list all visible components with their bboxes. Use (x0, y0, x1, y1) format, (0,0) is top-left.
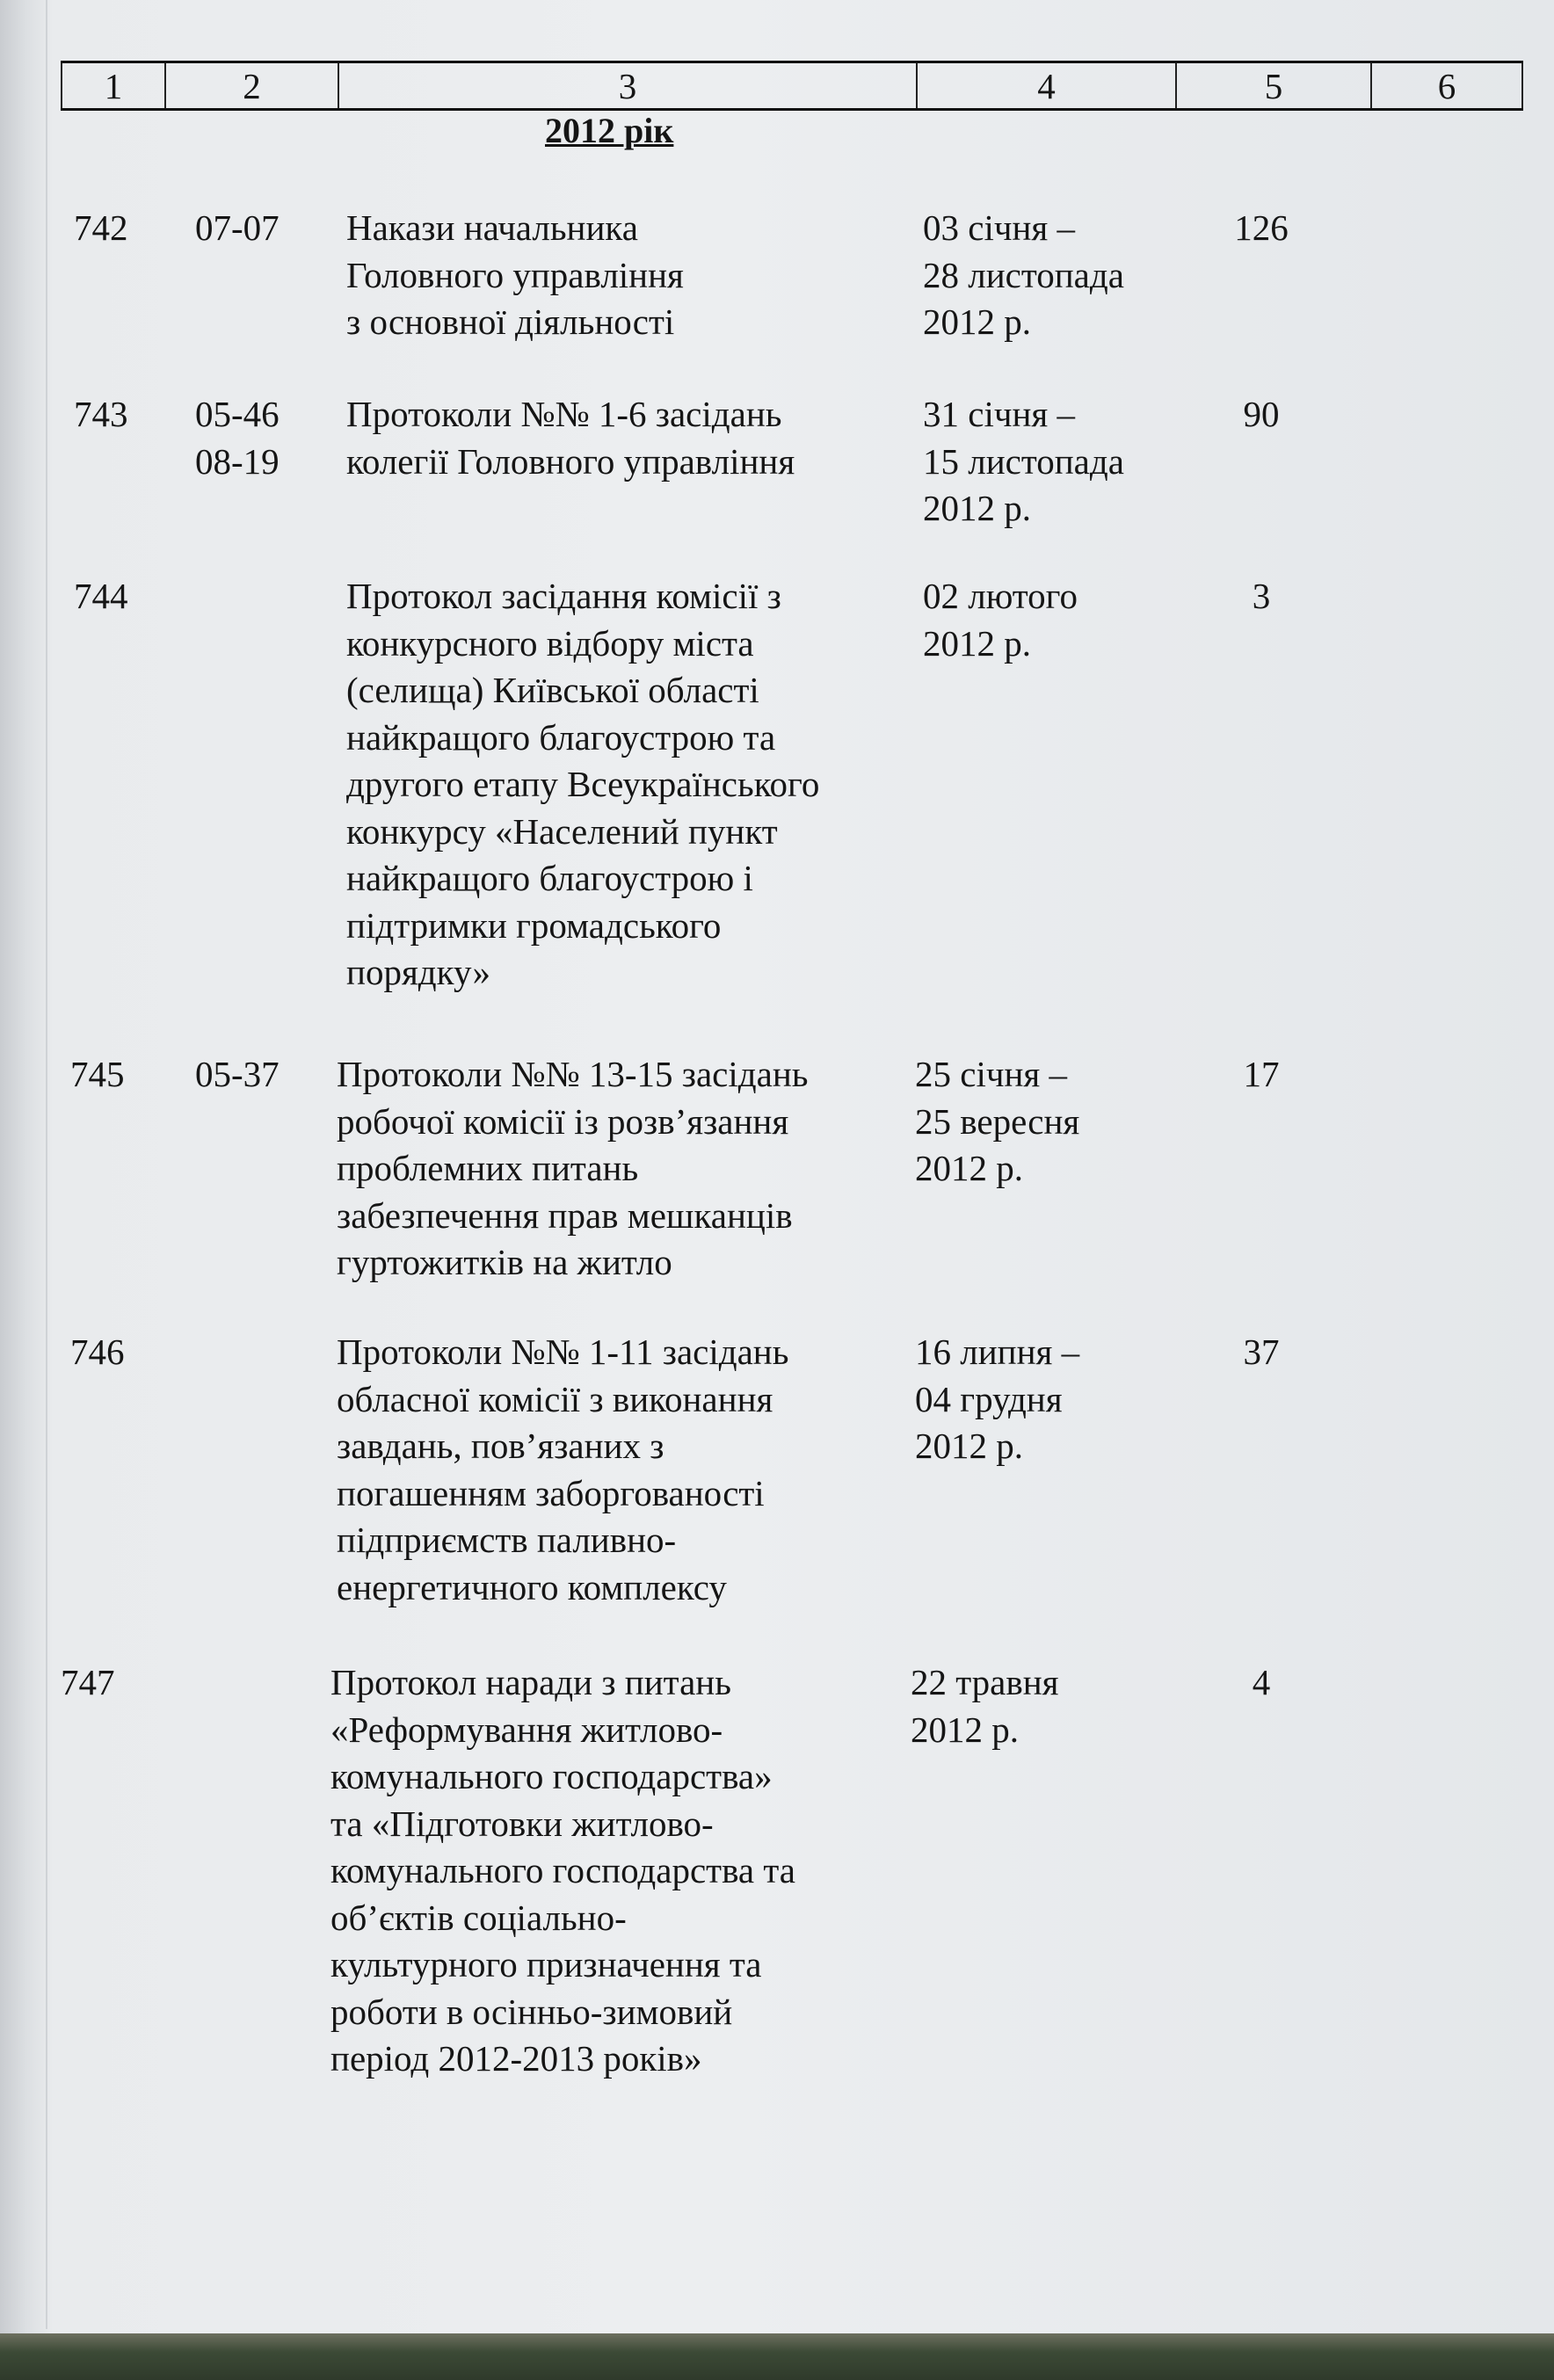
header-col-4: 4 (917, 62, 1176, 110)
record-sheet-count: 126 (1234, 207, 1289, 248)
record-date-line: 2012 р. (915, 1148, 1023, 1188)
record-code: 05-37 (195, 1054, 280, 1094)
record-title-line: комунального господарства» (330, 1756, 773, 1796)
record-date-line: 03 січня – (923, 207, 1076, 248)
record-number: 746 (70, 1331, 125, 1372)
record-sheet-count: 4 (1252, 1662, 1271, 1702)
record-code: 07-07 (195, 207, 280, 248)
record-date-line: 2012 р. (911, 1709, 1019, 1750)
record-date-line: 31 січня – (923, 394, 1076, 434)
record-title-line: підприємств паливно- (337, 1520, 677, 1560)
record-title (337, 1051, 899, 1287)
record-date-line: 2012 р. (923, 488, 1031, 528)
record-title (346, 573, 909, 997)
record-dates (915, 1051, 1170, 1193)
record-title (346, 205, 909, 346)
record-date-line: 04 грудня (915, 1378, 1063, 1419)
section-title: 2012 рік (545, 111, 674, 150)
record-date-line: 16 липня – (915, 1331, 1080, 1372)
record-date-line: 15 листопада (923, 440, 1124, 482)
record-title-line: колегії Головного управління (346, 440, 795, 482)
record-sheet-count: 37 (1243, 1331, 1280, 1372)
record-title-line: Протоколи №№ 13-15 засідань (337, 1054, 809, 1094)
record-date-line: 22 травня (911, 1662, 1059, 1702)
record-title-line: період 2012-2013 років» (330, 2038, 702, 2079)
record-date-line: 02 лютого (923, 576, 1078, 616)
record-title-line: погашенням заборгованості (337, 1472, 765, 1513)
record-title-line: забезпечення прав мешканців (337, 1194, 793, 1236)
record-title (330, 1659, 893, 2083)
record-title-line: культурного призначення та (330, 1944, 762, 1985)
record-date-line: 2012 р. (923, 301, 1031, 342)
record-date-line: 2012 р. (915, 1426, 1023, 1466)
record-title-line: з основної діяльності (346, 301, 675, 342)
record-title (346, 391, 909, 485)
record-title-line: порядку» (346, 952, 491, 992)
record-sheet-count: 3 (1252, 576, 1271, 616)
record-title-line: Протоколи №№ 1-6 засідань (346, 394, 782, 434)
record-date-line: 25 вересня (915, 1100, 1080, 1142)
header-col-6: 6 (1371, 62, 1522, 110)
record-title-line: найкращого благоустрою та (346, 716, 776, 758)
header-col-2: 2 (165, 62, 338, 110)
record-code: 08-19 (195, 440, 280, 482)
record-title-line: «Реформування житлово- (330, 1709, 723, 1750)
record-number: 743 (74, 394, 128, 434)
record-sheet-count: 90 (1243, 394, 1280, 434)
record-number: 745 (70, 1054, 125, 1094)
record-title-line: підтримки громадського (346, 904, 722, 946)
record-date-line: 28 листопада (923, 254, 1124, 295)
header-col-1: 1 (62, 62, 165, 110)
record-title-line: (селища) Київської області (346, 670, 759, 710)
record-dates (923, 205, 1178, 346)
record-title-line: енергетичного комплексу (337, 1566, 727, 1607)
record-title (337, 1329, 899, 1611)
background-surface (0, 2333, 1554, 2380)
record-title-line: комунального господарства та (330, 1850, 795, 1890)
record-title-line: та «Підготовки житлово- (330, 1803, 714, 1844)
record-title-line: найкращого благоустрою і (346, 858, 753, 898)
page-fold-shadow (46, 0, 47, 2329)
record-date-line: 25 січня – (915, 1054, 1068, 1094)
record-title-line: конкурсу «Населений пункт (346, 810, 778, 852)
record-number: 747 (61, 1662, 115, 1702)
record-title-line: Накази начальника (346, 207, 638, 248)
record-title-line: Протокол засідання комісії з (346, 576, 781, 616)
record-title-line: завдань, пов’язаних з (337, 1426, 664, 1466)
record-dates (911, 1659, 1166, 1753)
record-codes (195, 1051, 280, 1099)
header-col-5: 5 (1176, 62, 1371, 110)
record-title-line: гуртожитків на житло (337, 1242, 672, 1282)
record-code: 05-46 (195, 394, 280, 434)
record-number: 742 (74, 207, 128, 248)
record-title-line: Протокол наради з питань (330, 1662, 731, 1702)
record-codes (195, 205, 280, 252)
record-title-line: робочої комісії із розв’язання (337, 1100, 789, 1142)
record-sheet-count: 17 (1243, 1054, 1280, 1094)
record-title-line: проблемних питань (337, 1148, 639, 1188)
record-dates (923, 391, 1178, 533)
record-title-line: конкурсного відбору міста (346, 622, 754, 664)
record-title-line: об’єктів соціально- (330, 1897, 627, 1938)
record-title-line: Головного управління (346, 254, 684, 295)
column-number-header (61, 61, 1523, 111)
record-codes (195, 391, 280, 485)
record-date-line: 2012 р. (923, 622, 1031, 664)
header-col-3: 3 (338, 62, 917, 110)
record-title-line: Протоколи №№ 1-11 засідань (337, 1331, 789, 1372)
record-title-line: другого етапу Всеукраїнського (346, 764, 820, 804)
record-dates (923, 573, 1178, 667)
record-title-line: роботи в осінньо-зимовий (330, 1991, 733, 2032)
record-title-line: обласної комісії з виконання (337, 1378, 773, 1419)
record-dates (915, 1329, 1170, 1470)
record-number: 744 (74, 576, 128, 616)
